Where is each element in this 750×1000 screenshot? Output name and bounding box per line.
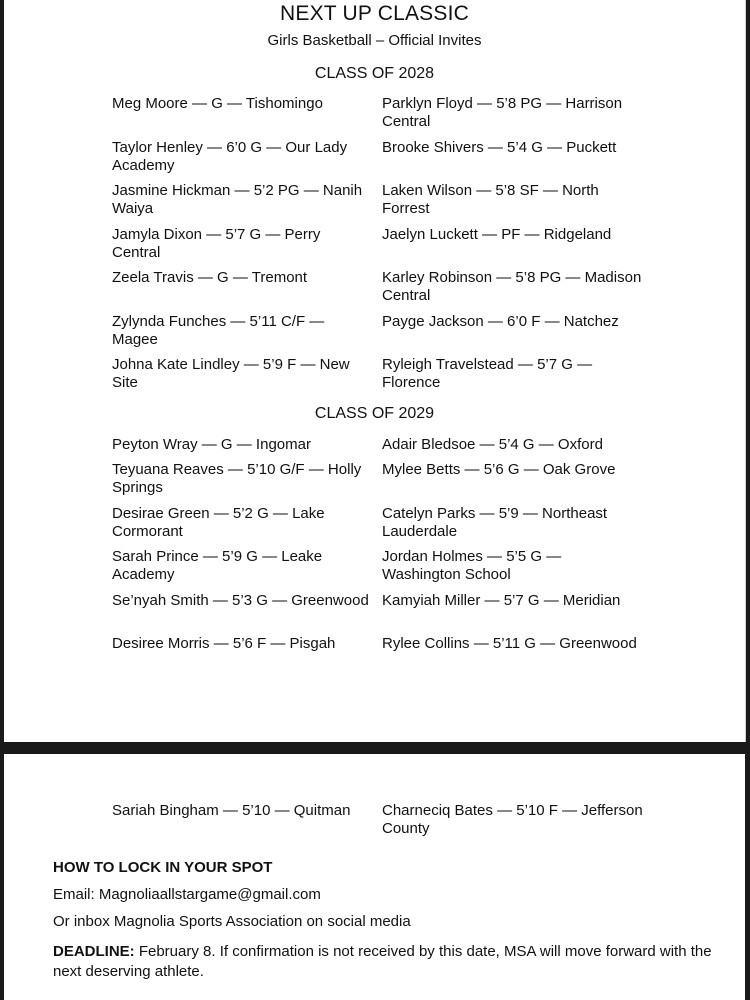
player-entry: Johna Kate Lindley — 5’9 F — New Site [112, 356, 350, 391]
player-entry: Ryleigh Travelstead — 5’7 G — Florence [382, 356, 593, 391]
document-page-2 [4, 754, 745, 1000]
class-2028-heading: CLASS OF 2028 [314, 65, 435, 82]
player-entry: Zeela Travis — G — Tremont [112, 269, 308, 286]
document-page-1 [4, 0, 746, 742]
player-entry: Meg Moore — G — Tishomingo [112, 95, 323, 112]
player-entry: Sarah Prince — 5’9 G — Leake Academy [112, 548, 323, 583]
player-entry: Zylynda Funches — 5’11 C/F — Magee [112, 313, 325, 348]
deadline-paragraph [53, 942, 713, 982]
player-entry: Desirae Green — 5’2 G — Lake Cormorant [112, 505, 325, 540]
player-entry: Charneciq Bates — 5’10 F — Jefferson County [382, 802, 643, 837]
player-entry: Payge Jackson — 6’0 F — Natchez [382, 313, 619, 330]
player-entry: Mylee Betts — 5’6 G — Oak Grove [382, 461, 616, 478]
player-entry: Jasmine Hickman — 5’2 PG — Nanih Waiya [112, 182, 363, 217]
inbox-line: Or inbox Magnolia Sports Association on social media [53, 913, 411, 930]
deadline-label: DEADLINE: [53, 943, 135, 960]
player-entry: Brooke Shivers — 5’4 G — Puckett [382, 139, 617, 156]
player-entry: Peyton Wray — G — Ingomar [112, 436, 311, 453]
page-title: NEXT UP CLASSIC [280, 2, 469, 25]
player-entry: Adair Bledsoe — 5’4 G — Oxford [382, 436, 603, 453]
player-entry: Karley Robinson — 5’8 PG — Madison Central [382, 269, 642, 304]
player-entry: Teyuana Reaves — 5’10 G/F — Holly Springs [112, 461, 362, 496]
page-subtitle: Girls Basketball – Official Invites [267, 32, 482, 49]
player-entry: Kamyiah Miller — 5’7 G — Meridian [382, 592, 621, 609]
player-entry: Taylor Henley — 6’0 G — Our Lady Academy [112, 139, 348, 174]
player-entry: Catelyn Parks — 5’9 — Northeast Lauderdale [382, 505, 608, 540]
player-entry: Parklyn Floyd — 5’8 PG — Harrison Central [382, 95, 623, 130]
player-entry: Desiree Morris — 5’6 F — Pisgah [112, 635, 336, 652]
player-entry: Jamyla Dixon — 5’7 G — Perry Central [112, 226, 321, 261]
class-2029-heading: CLASS OF 2029 [314, 405, 435, 422]
player-entry: Laken Wilson — 5’8 SF — North Forrest [382, 182, 599, 217]
email-line: Email: Magnoliaallstargame@gmail.com [53, 886, 321, 903]
player-entry: Rylee Collins — 5’11 G — Greenwood [382, 635, 637, 652]
instructions-heading: HOW TO LOCK IN YOUR SPOT [53, 859, 273, 876]
player-entry: Se’nyah Smith — 5’3 G — Greenwood [112, 592, 369, 609]
player-entry: Jordan Holmes — 5’5 G — Washington School [382, 548, 562, 583]
player-entry: Sariah Bingham — 5’10 — Quitman [112, 802, 351, 819]
deadline-text: February 8. If confirmation is not received by this date, MSA will move forward with the next deserving athlete. [53, 943, 712, 980]
player-entry: Jaelyn Luckett — PF — Ridgeland [382, 226, 612, 243]
